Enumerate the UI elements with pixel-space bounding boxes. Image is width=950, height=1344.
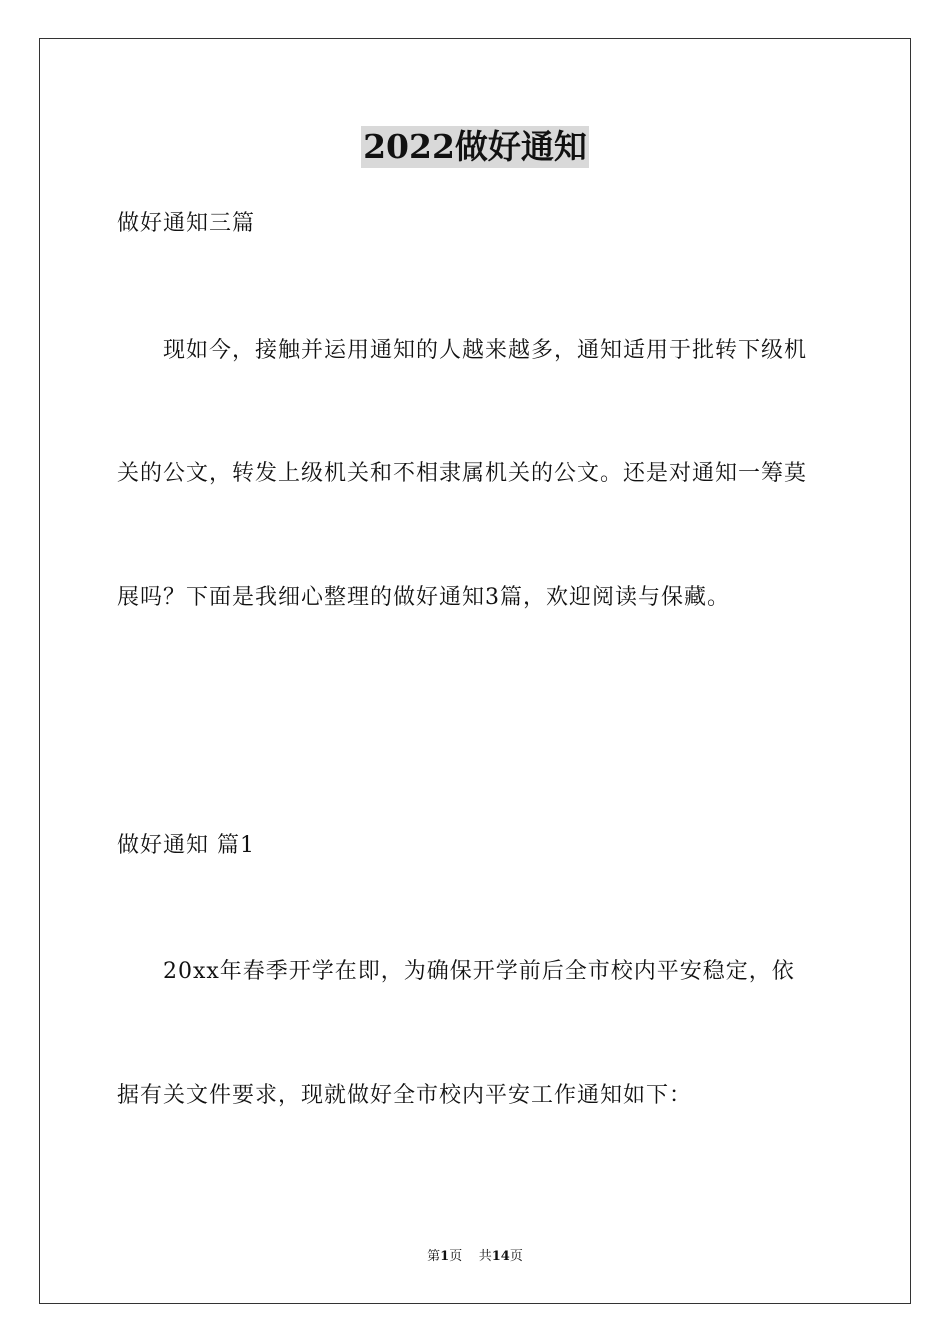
document-title: 2022做好通知 xyxy=(363,127,587,166)
section-heading: 做好通知 篇1 xyxy=(117,833,255,858)
footer-total-suffix: 页 xyxy=(509,1249,523,1264)
footer-page-number: 1 xyxy=(440,1249,450,1264)
intro-line-2: 关的公文，转发上级机关和不相隶属机关的公文。还是对通知一筹莫 xyxy=(117,461,808,486)
intro-line-3: 展吗？下面是我细心整理的做好通知3篇，欢迎阅读与保藏。 xyxy=(117,585,730,610)
document-subtitle: 做好通知三篇 xyxy=(117,211,256,236)
section-line-2: 据有关文件要求，现就做好全市校内平安工作通知如下： xyxy=(117,1083,693,1108)
footer-total-prefix: 共 xyxy=(478,1249,492,1264)
intro-line-1: 现如今，接触并运用通知的人越来越多，通知适用于批转下级机 xyxy=(163,338,808,363)
footer-total-pages: 14 xyxy=(491,1249,510,1264)
page-footer xyxy=(0,1248,950,1266)
document-title-wrapper xyxy=(0,126,950,168)
footer-page-suffix: 页 xyxy=(449,1249,463,1264)
footer-page-prefix: 第 xyxy=(427,1249,441,1264)
section-line-1: 20xx年春季开学在即，为确保开学前后全市校内平安稳定，依 xyxy=(163,959,795,984)
